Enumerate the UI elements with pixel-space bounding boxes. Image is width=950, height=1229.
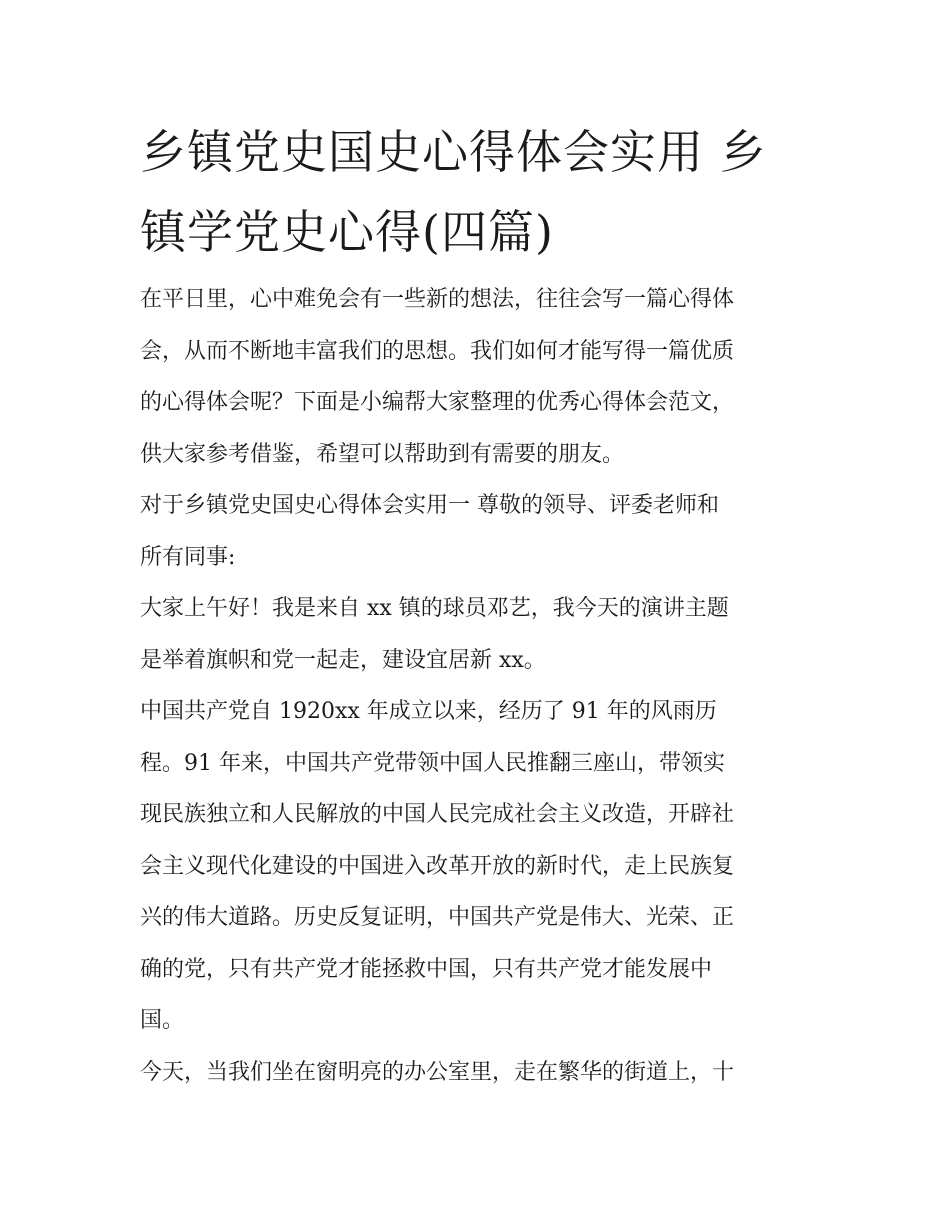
document-body: [140, 274, 830, 1098]
document-title: [140, 112, 820, 272]
body-line: 所有同事:: [140, 544, 236, 570]
body-line: 兴的伟大道路。历史反复证明，中国共产党是伟大、光荣、正: [140, 905, 735, 930]
body-line: 会主义现代化建设的中国进入改革开放的新时代，走上民族复: [140, 853, 735, 879]
title-line: 乡镇党史国史心得体会实用 乡: [140, 125, 767, 179]
body-line: 的心得体会呢？下面是小编帮大家整理的优秀心得体会范文，: [140, 390, 735, 415]
body-line: 今天，当我们坐在窗明亮的办公室里，走在繁华的街道上，十: [140, 1059, 735, 1085]
title-line: 镇学党史心得(四篇): [140, 205, 554, 259]
body-line: 中国共产党自 1920xx 年成立以来，经历了 91 年的风雨历: [140, 699, 717, 724]
body-line: 供大家参考借鉴，希望可以帮助到有需要的朋友。: [140, 441, 625, 467]
body-line: 是举着旗帜和党一起走，建设宜居新 xx。: [140, 647, 546, 673]
body-line: 程。91 年来，中国共产党带领中国人民推翻三座山，带领实: [140, 750, 725, 776]
body-line: 现民族独立和人民解放的中国人民完成社会主义改造，开辟社: [140, 802, 735, 827]
body-line: 对于乡镇党史国史心得体会实用一 尊敬的领导、评委老师和: [140, 493, 719, 518]
body-line: 国。: [140, 1008, 185, 1033]
body-line: 确的党，只有共产党才能拯救中国，只有共产党才能发展中: [140, 956, 713, 982]
body-line: 大家上午好！我是来自 xx 镇的球员邓艺，我今天的演讲主题: [140, 596, 729, 621]
body-line: 会，从而不断地丰富我们的思想。我们如何才能写得一篇优质: [140, 338, 735, 364]
body-line: 在平日里，心中难免会有一些新的想法，往往会写一篇心得体: [140, 287, 735, 312]
